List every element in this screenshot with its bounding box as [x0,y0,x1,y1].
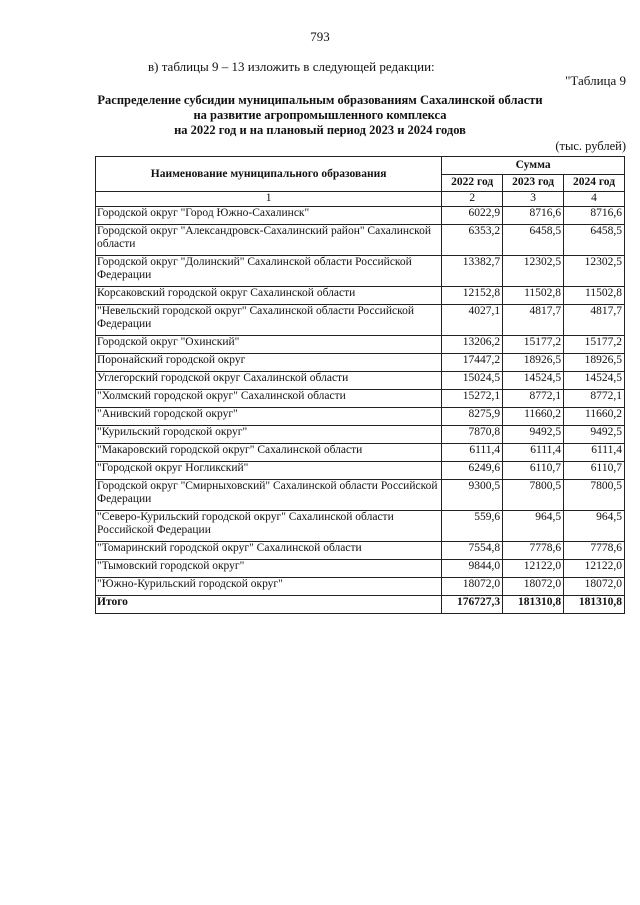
value-2023: 15177,2 [503,336,564,354]
table-row [96,305,625,336]
table-row [96,480,625,511]
units-label: (тыс. рублей) [555,139,626,153]
municipality-name: "Томаринский городской округ" Сахалинской области [96,542,442,560]
value-2023: 7800,5 [503,480,564,511]
table-label: "Таблица 9 [565,73,626,88]
value-2022: 7870,8 [442,426,503,444]
municipality-name: "Макаровский городской округ" Сахалинской области [96,444,442,462]
municipality-name: Поронайский городской округ [96,354,442,372]
value-2024: 4817,7 [564,305,625,336]
municipality-name: Городской округ "Охинский" [96,336,442,354]
header-year-2022: 2022 год [442,174,503,192]
value-2024: 8716,6 [564,207,625,225]
value-2022: 6353,2 [442,225,503,256]
value-2023: 12302,5 [503,256,564,287]
value-2022: 12152,8 [442,287,503,305]
municipality-name: "Северо-Курильский городской округ" Сахалинской области Российской Федерации [96,511,442,542]
value-2024: 15177,2 [564,336,625,354]
table-row [96,444,625,462]
value-2022: 6111,4 [442,444,503,462]
intro-text: в) таблицы 9 – 13 изложить в следующей редакции: [148,59,435,74]
value-2023: 12122,0 [503,560,564,578]
total-2023: 181310,8 [503,596,564,614]
column-index: 1 [96,192,442,207]
value-2023: 6458,5 [503,225,564,256]
document-title [0,93,640,138]
title-line-2: на развитие агропромышленного комплекса [193,108,447,122]
value-2024: 8772,1 [564,390,625,408]
column-index: 2 [442,192,503,207]
value-2022: 559,6 [442,511,503,542]
total-2024: 181310,8 [564,596,625,614]
value-2024: 12122,0 [564,560,625,578]
municipality-name: "Холмский городской округ" Сахалинской области [96,390,442,408]
total-label: Итого [96,596,442,614]
value-2022: 6249,6 [442,462,503,480]
value-2023: 8772,1 [503,390,564,408]
table-row [96,426,625,444]
municipality-name: Городской округ "Город Южно-Сахалинск" [96,207,442,225]
value-2022: 7554,8 [442,542,503,560]
header-year-2024: 2024 год [564,174,625,192]
value-2024: 7800,5 [564,480,625,511]
total-2022: 176727,3 [442,596,503,614]
table-row [96,336,625,354]
table-body [96,207,625,596]
municipality-name: Городской округ "Александровск-Сахалинский район" Сахалинской области [96,225,442,256]
value-2022: 13382,7 [442,256,503,287]
municipality-name: "Городской округ Ногликский" [96,462,442,480]
table-row [96,225,625,256]
column-index: 3 [503,192,564,207]
value-2024: 18926,5 [564,354,625,372]
table-row [96,408,625,426]
municipality-name: "Тымовский городской округ" [96,560,442,578]
value-2023: 9492,5 [503,426,564,444]
column-index-row [96,192,625,207]
value-2023: 964,5 [503,511,564,542]
value-2024: 6458,5 [564,225,625,256]
municipality-name: "Невельский городской округ" Сахалинской области Российской Федерации [96,305,442,336]
municipality-name: "Южно-Курильский городской округ" [96,578,442,596]
value-2024: 14524,5 [564,372,625,390]
table-row [96,287,625,305]
value-2022: 15272,1 [442,390,503,408]
value-2023: 18072,0 [503,578,564,596]
value-2023: 6110,7 [503,462,564,480]
value-2023: 7778,6 [503,542,564,560]
value-2022: 8275,9 [442,408,503,426]
value-2023: 11502,8 [503,287,564,305]
municipality-name: Корсаковский городской округ Сахалинской области [96,287,442,305]
value-2024: 7778,6 [564,542,625,560]
value-2023: 8716,6 [503,207,564,225]
table-row [96,207,625,225]
title-line-3: на 2022 год и на плановый период 2023 и 2024 годов [174,123,466,137]
table-row [96,462,625,480]
table-row [96,372,625,390]
municipality-name: Городской округ "Долинский" Сахалинской области Российской Федерации [96,256,442,287]
value-2024: 11502,8 [564,287,625,305]
table-row [96,256,625,287]
column-index: 4 [564,192,625,207]
municipality-name: "Курильский городской округ" [96,426,442,444]
value-2023: 11660,2 [503,408,564,426]
municipality-name: "Анивский городской округ" [96,408,442,426]
value-2022: 4027,1 [442,305,503,336]
table-row [96,511,625,542]
table-row [96,390,625,408]
value-2024: 6110,7 [564,462,625,480]
header-year-2023: 2023 год [503,174,564,192]
value-2024: 9492,5 [564,426,625,444]
value-2022: 13206,2 [442,336,503,354]
value-2022: 15024,5 [442,372,503,390]
total-row [96,596,625,614]
value-2022: 17447,2 [442,354,503,372]
table-row [96,354,625,372]
page-number: 793 [310,29,330,44]
table-row [96,560,625,578]
subsidy-table [95,156,625,614]
value-2023: 6111,4 [503,444,564,462]
value-2022: 9844,0 [442,560,503,578]
value-2024: 12302,5 [564,256,625,287]
value-2023: 14524,5 [503,372,564,390]
municipality-name: Углегорский городской округ Сахалинской области [96,372,442,390]
value-2022: 9300,5 [442,480,503,511]
value-2024: 11660,2 [564,408,625,426]
header-sum: Сумма [442,157,625,175]
value-2024: 6111,4 [564,444,625,462]
header-name: Наименование муниципального образования [96,157,442,192]
value-2024: 18072,0 [564,578,625,596]
value-2023: 18926,5 [503,354,564,372]
value-2023: 4817,7 [503,305,564,336]
value-2022: 18072,0 [442,578,503,596]
title-line-1: Распределение субсидии муниципальным образованиям Сахалинской области [97,93,543,107]
municipality-name: Городской округ "Смирныховский" Сахалинской области Российской Федерации [96,480,442,511]
value-2024: 964,5 [564,511,625,542]
table-row [96,578,625,596]
table-row [96,542,625,560]
value-2022: 6022,9 [442,207,503,225]
